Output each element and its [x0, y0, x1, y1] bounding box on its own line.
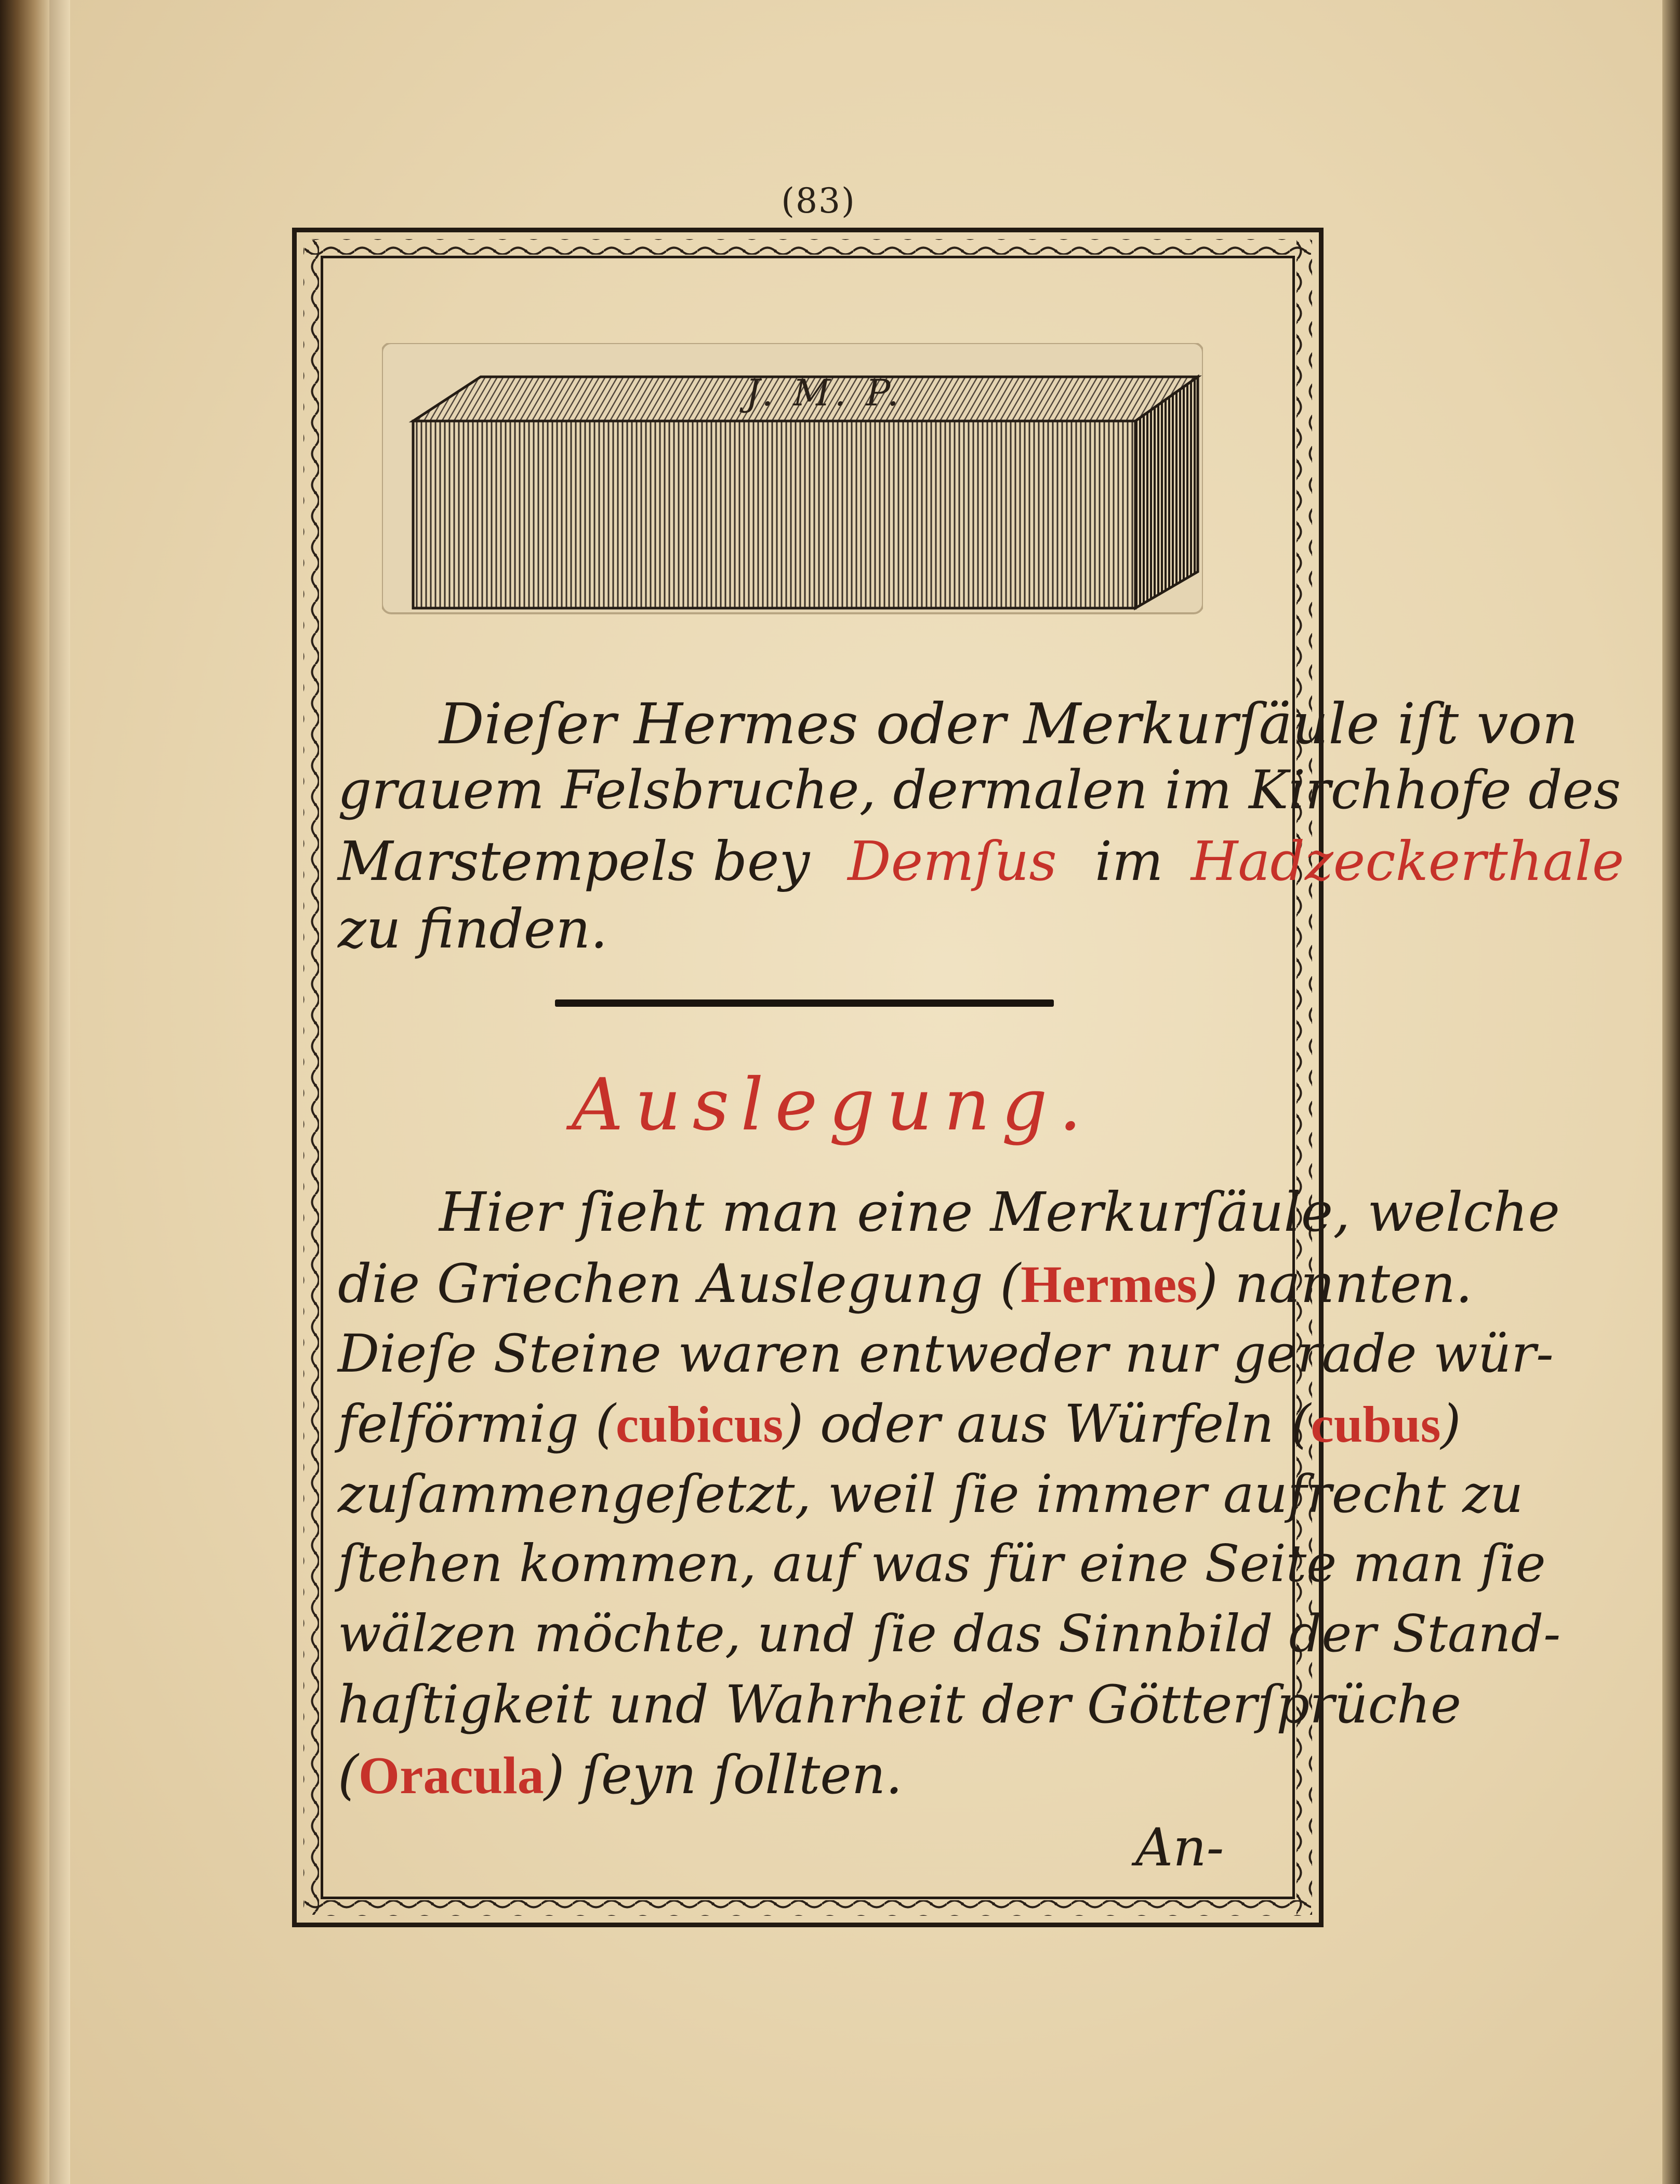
page-number: (83): [781, 181, 856, 221]
term-cubicus: cubicus: [615, 1396, 784, 1453]
stone-engraving: [382, 343, 1203, 624]
border-top-wave: [305, 239, 1311, 255]
caption-paragraph: [333, 692, 1624, 967]
caption-line-3-c: im: [1094, 830, 1163, 893]
section-divider: [555, 999, 1054, 1007]
caption-line-2: grauem Felsbruche, dermalen im Kirchhofe des: [338, 759, 1621, 821]
body-line-2-c: ) nannten.: [1197, 1253, 1473, 1315]
term-oracula: Oracula: [358, 1746, 544, 1805]
stone-front-face: [413, 421, 1135, 608]
place-hadzeckerthale: Hadzeckerthale: [1190, 830, 1624, 893]
place-demsus: Demſus: [848, 830, 1057, 893]
caption-line-1: Dieſer Hermes oder Merkurſäule iſt von: [439, 692, 1579, 757]
caption-line-3: [338, 830, 1624, 893]
stone-inscription: J. M. P.: [746, 372, 903, 414]
body-line-5: zuſammengeſetzt, weil ſie immer aufrecht zu: [338, 1464, 1524, 1524]
body-line-9-a: (: [338, 1744, 359, 1806]
body-line-9: [338, 1744, 903, 1806]
body-line-3: Dieſe Steine waren entweder nur gerade wür-: [338, 1323, 1554, 1384]
body-line-4: [338, 1393, 1461, 1454]
body-line-7: wälzen möchte, und ſie das Sinnbild der Stand-: [338, 1604, 1561, 1664]
body-line-2-a: die Griechen Auslegung (: [338, 1253, 1021, 1315]
caption-line-3-a: Marstempels bey: [338, 830, 810, 893]
body-line-8: haſtigkeit und Wahrheit der Götterſprüche: [338, 1674, 1462, 1735]
body-line-4-c: ) oder aus Würfeln (: [783, 1393, 1311, 1454]
catchword: An-: [1135, 1817, 1224, 1878]
body-line-6: ſtehen kommen, auf was für eine Seite man ſie: [338, 1534, 1546, 1594]
caption-line-4: zu finden.: [338, 897, 608, 961]
body-line-1: Hier ſieht man eine Merkurſäule, welche: [439, 1180, 1560, 1244]
body-line-2: [338, 1253, 1473, 1315]
page-edge: [1662, 0, 1680, 2184]
border-left-wave: [303, 240, 319, 1915]
gutter-shadow: [49, 0, 70, 2184]
body-line-9-c: ) ſeyn ſollten.: [544, 1744, 903, 1806]
book-gutter: [0, 0, 49, 2184]
section-heading: Auslegung.: [572, 1063, 1093, 1147]
body-paragraph: [333, 1180, 1561, 1939]
body-line-4-a: felförmig (: [338, 1393, 616, 1454]
term-hermes: Hermes: [1021, 1255, 1197, 1314]
term-cubus: cubus: [1311, 1396, 1441, 1453]
body-line-4-e: ): [1440, 1393, 1461, 1454]
